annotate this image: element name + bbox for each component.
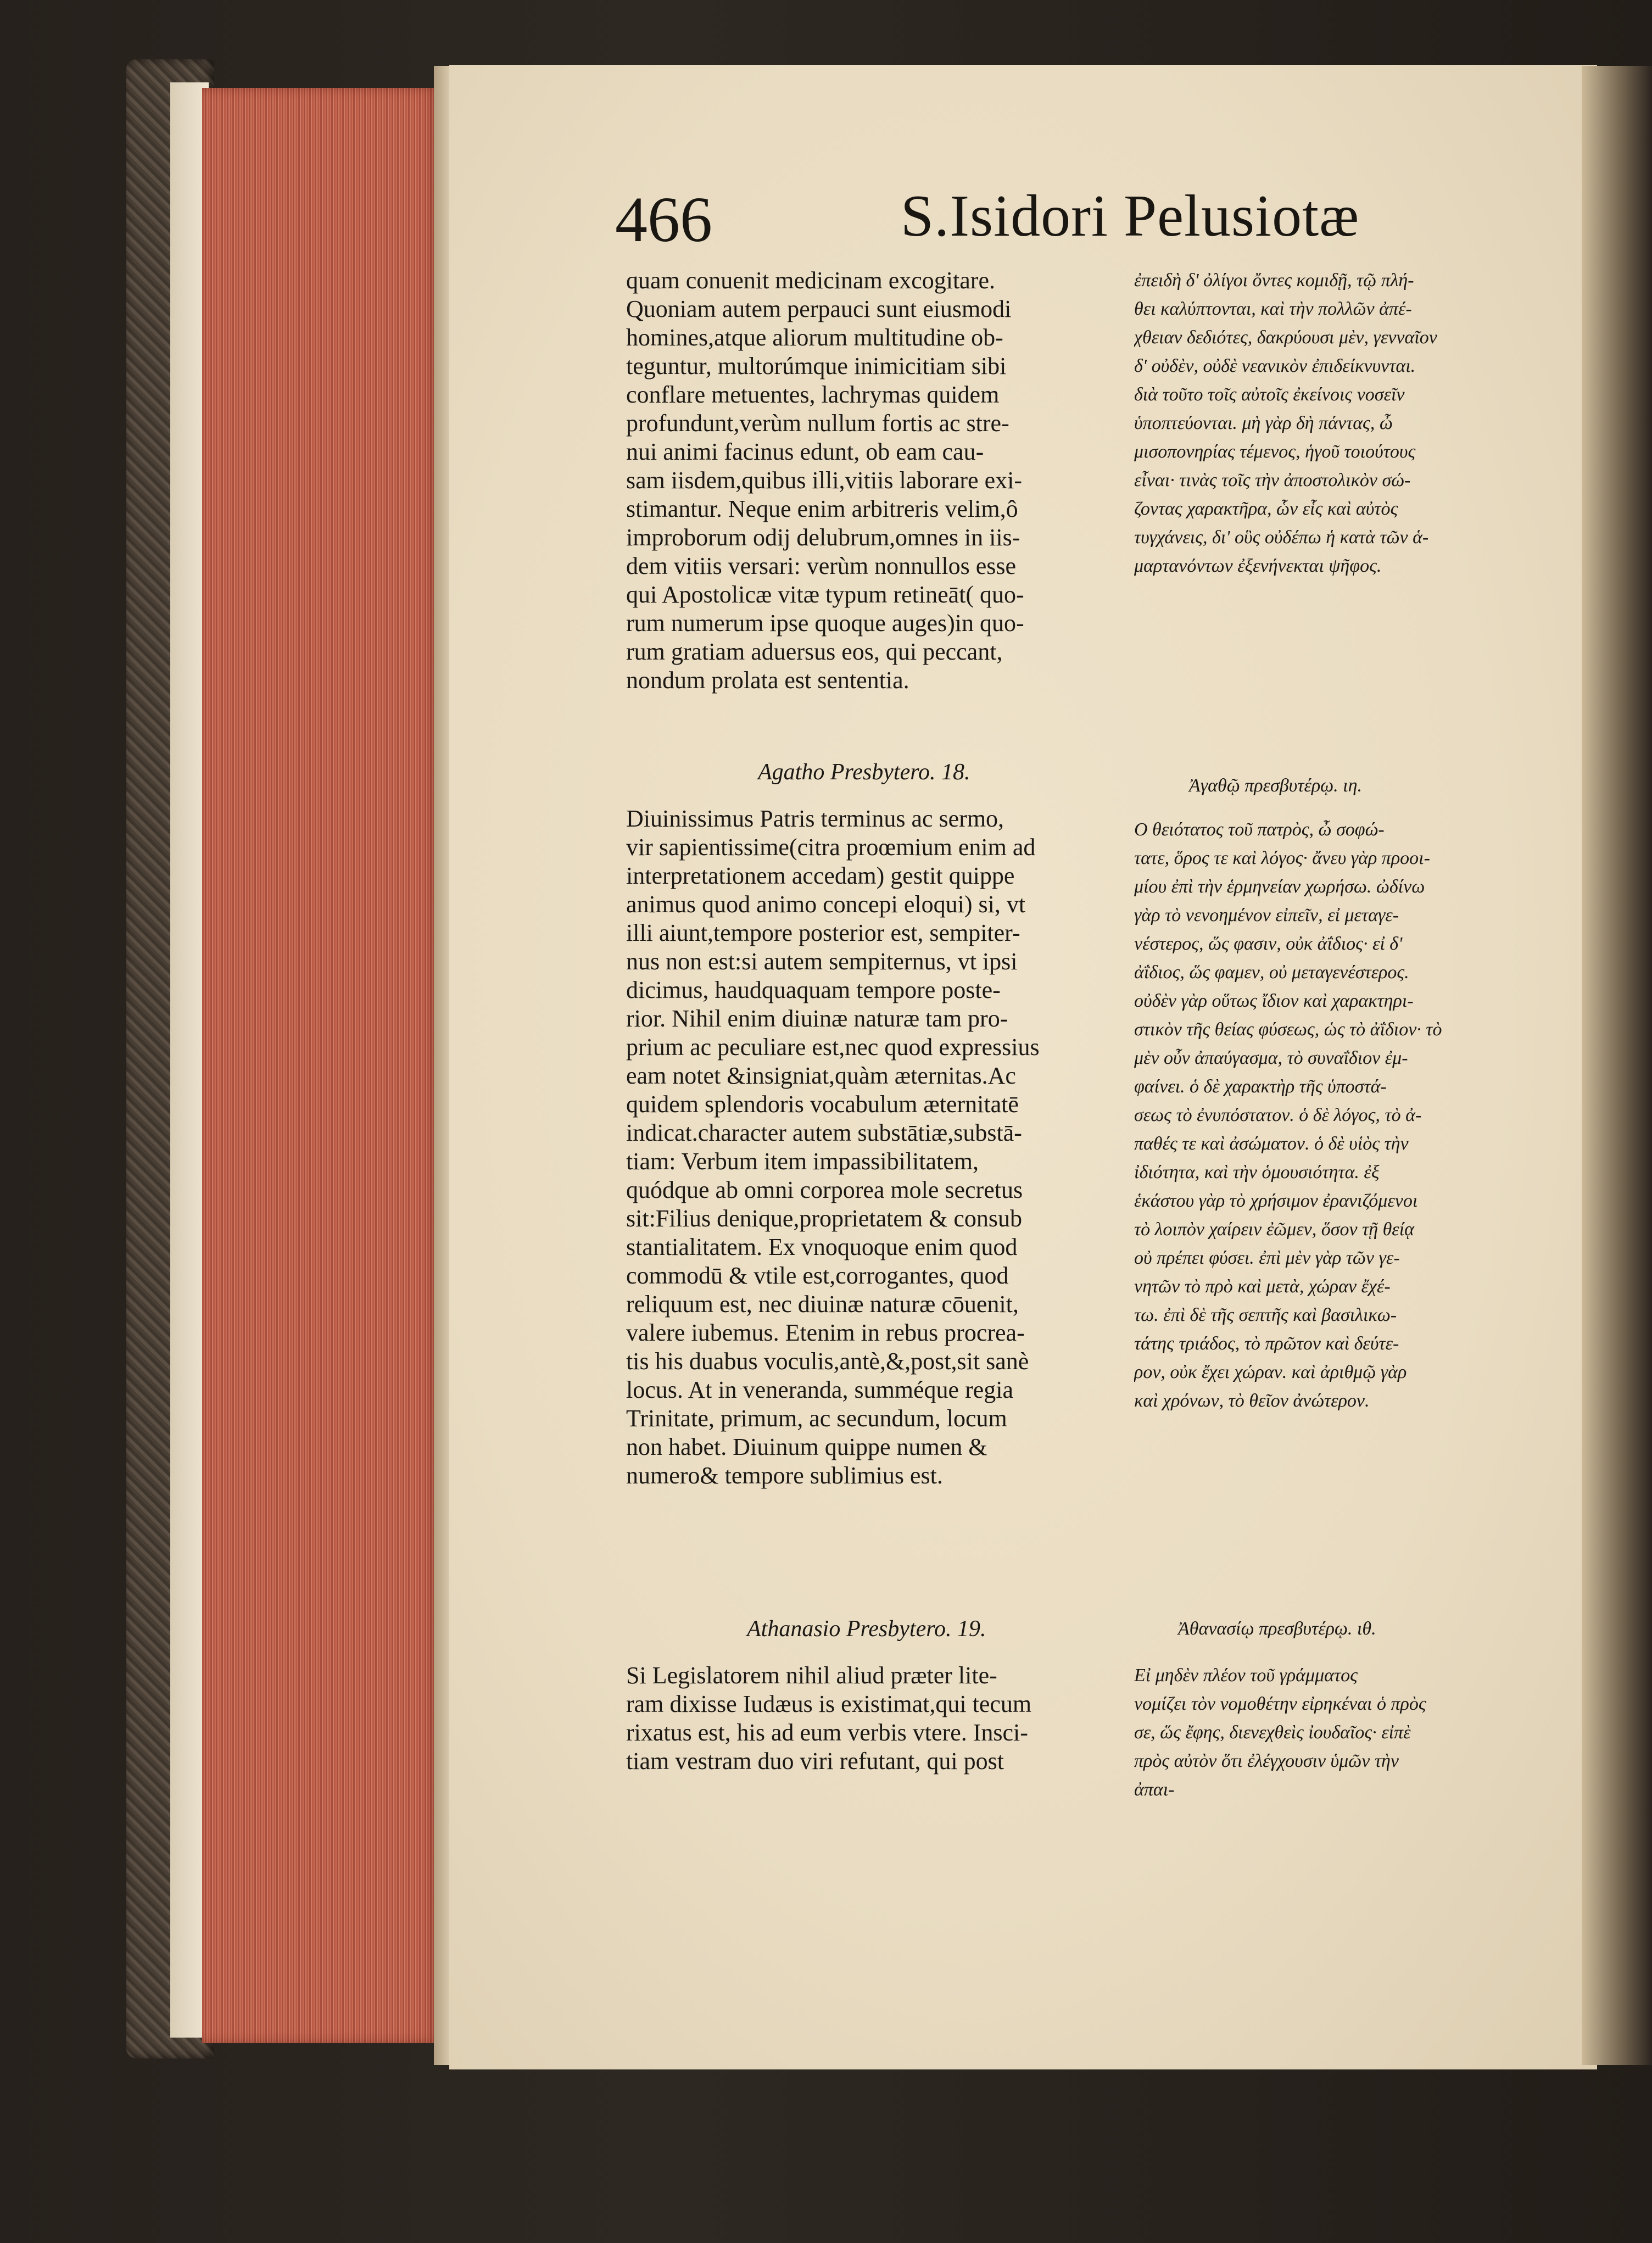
text-line: locus. At in veneranda, summéque regia bbox=[626, 1376, 1014, 1403]
text-line: rixatus est, his ad eum verbis vtere. Insci- bbox=[626, 1719, 1028, 1746]
text-line: Trinitate, primum, ac secundum, locum bbox=[626, 1405, 1007, 1432]
greek-paragraph-3 bbox=[1134, 1661, 1532, 1804]
text-line: stantialitatem. Ex vnoquoque enim quod bbox=[626, 1234, 1018, 1260]
text-line: οὐδὲν γὰρ οὕτως ἴδιον καὶ χαρακτηρι- bbox=[1134, 991, 1414, 1011]
text-line: Ο θειότατος τοῦ πατρὸς, ὦ σοφώ- bbox=[1134, 819, 1385, 840]
text-line: eam notet &insigniat,quàm æternitas.Ac bbox=[626, 1062, 1016, 1089]
text-line: rum gratiam aduersus eos, qui peccant, bbox=[626, 638, 1003, 665]
text-line: τάτης τριάδος, τὸ πρῶτον καὶ δεύτε- bbox=[1134, 1333, 1399, 1354]
text-line: dicimus, haudquaquam tempore poste- bbox=[626, 977, 1001, 1003]
text-line: improborum odij delubrum,omnes in iis- bbox=[626, 524, 1020, 551]
text-line: ζοντας χαρακτῆρα, ὧν εἷς καὶ αὐτὸς bbox=[1134, 499, 1398, 519]
text-line: χθειαν δεδιότες, δακρύουσι μὲν, γενναῖον bbox=[1134, 327, 1437, 348]
text-line: rum numerum ipse quoque auges)in quo- bbox=[626, 610, 1024, 637]
text-line: ἀπαι- bbox=[1134, 1779, 1175, 1800]
text-line: ἰδιότητα, καὶ τὴν ὁμουσιότητα. ἐξ bbox=[1134, 1162, 1380, 1182]
text-line: qui Apostolicæ vitæ typum retineāt( quo- bbox=[626, 581, 1024, 608]
text-line: δ' οὐδὲν, οὐδὲ νεανικὸν ἐπιδείκνυνται. bbox=[1134, 356, 1416, 376]
text-line: νητῶν τὸ πρὸ καὶ μετὰ, χώραν ἔχέ- bbox=[1134, 1276, 1391, 1297]
greek-paragraph-1 bbox=[1134, 266, 1532, 581]
text-line: στικὸν τῆς θείας φύσεως, ὡς τὸ ἀΐδιον· τὸ bbox=[1134, 1019, 1442, 1040]
text-line: ἑκάστου γὰρ τὸ χρήσιμον ἐρανιζόμενοι bbox=[1134, 1191, 1418, 1211]
text-line: illi aiunt,tempore posterior est, sempiter- bbox=[626, 919, 1020, 946]
greek-heading-athanasio: Ἀθανασίῳ πρεσβυτέρῳ. ιθ. bbox=[1178, 1619, 1376, 1639]
latin-heading-athanasio: Athanasio Presbytero. 19. bbox=[747, 1616, 986, 1642]
greek-paragraph-2 bbox=[1134, 816, 1532, 1415]
latin-paragraph-2 bbox=[626, 805, 1112, 1490]
text-line: Si Legislatorem nihil aliud præter lite- bbox=[626, 1662, 997, 1689]
text-line: σε, ὥς ἔφης, διενεχθεὶς ἰουδαῖος· εἰπὲ bbox=[1134, 1722, 1411, 1743]
text-line: ρον, οὐκ ἔχει χώραν. καὶ ἀριθμῷ γὰρ bbox=[1134, 1362, 1407, 1382]
text-line: θει καλύπτονται, καὶ τὴν πολλῶν ἀπέ- bbox=[1134, 299, 1412, 319]
text-line: tis his duabus voculis,antè,&,post,sit sanè bbox=[626, 1348, 1029, 1375]
text-line: νομίζει τὸν νομοθέτην εἰρηκέναι ὁ πρὸς bbox=[1134, 1694, 1426, 1714]
text-line: Εἰ μηδὲν πλέον τοῦ γράμματος bbox=[1134, 1665, 1358, 1686]
text-line: teguntur, multorúmque inimicitiam sibi bbox=[626, 353, 1007, 380]
page-shadow bbox=[1582, 66, 1652, 2065]
text-line: rior. Nihil enim diuinæ naturæ tam pro- bbox=[626, 1005, 1008, 1032]
latin-paragraph-3 bbox=[626, 1661, 1112, 1776]
text-line: πρὸς αὐτὸν ὅτι ἐλέγχουσιν ὑμῶν τὴν bbox=[1134, 1751, 1399, 1771]
text-line: παθές τε καὶ ἀσώματον. ὁ δὲ υἱὸς τὴν bbox=[1134, 1134, 1409, 1154]
latin-heading-agatho: Agatho Presbytero. 18. bbox=[758, 760, 970, 785]
text-line: μίου ἐπὶ τὴν ἑρμηνείαν χωρήσω. ὠδίνω bbox=[1134, 877, 1425, 897]
text-line: quidem splendoris vocabulum æternitatē bbox=[626, 1091, 1019, 1118]
text-line: valere iubemus. Etenim in rebus procrea- bbox=[626, 1319, 1025, 1346]
text-line: Diuinissimus Patris terminus ac sermo, bbox=[626, 805, 1004, 832]
text-line: tiam: Verbum item impassibilitatem, bbox=[626, 1148, 979, 1175]
text-line: indicat.character autem substātiæ,substā- bbox=[626, 1119, 1022, 1146]
text-line: vir sapientissime(citra proœmium enim ad bbox=[626, 834, 1036, 861]
text-line: nondum prolata est sententia. bbox=[626, 667, 909, 694]
text-line: οὐ πρέπει φύσει. ἐπὶ μὲν γὰρ τῶν γε- bbox=[1134, 1248, 1400, 1268]
text-line: commodū & vtile est,corrogantes, quod bbox=[626, 1262, 1009, 1289]
text-line: μὲν οὖν ἀπαύγασμα, τὸ συναΐδιον ἐμ- bbox=[1134, 1048, 1408, 1068]
text-line: nui animi facinus edunt, ob eam cau- bbox=[626, 438, 984, 465]
text-line: tiam vestram duo viri refutant, qui post bbox=[626, 1748, 1004, 1775]
page-number: 466 bbox=[615, 183, 712, 255]
text-line: stimantur. Neque enim arbitreris velim,ô bbox=[626, 495, 1018, 522]
text-line: γὰρ τὸ νενοημένον εἰπεῖν, εἰ μεταγε- bbox=[1134, 905, 1399, 925]
text-line: τυγχάνεις, δι' οὓς οὐδέπω ἡ κατὰ τῶν ἁ- bbox=[1134, 527, 1429, 548]
text-line: reliquum est, nec diuinæ naturæ cōuenit, bbox=[626, 1291, 1019, 1318]
text-line: non habet. Diuinum quippe numen & bbox=[626, 1433, 987, 1460]
text-line: Quoniam autem perpauci sunt eiusmodi bbox=[626, 295, 1012, 322]
text-line: numero& tempore sublimius est. bbox=[626, 1462, 943, 1489]
greek-heading-agatho: Ἀγαθῷ πρεσβυτέρῳ. ιη. bbox=[1189, 775, 1362, 796]
text-line: nus non est:si autem sempiternus, vt ipsi bbox=[626, 948, 1018, 975]
latin-paragraph-1 bbox=[626, 266, 1112, 695]
text-line: ὑποπτεύονται. μὴ γὰρ δὴ πάντας, ὦ bbox=[1134, 413, 1393, 433]
text-line: εἶναι· τινὰς τοῖς τὴν ἀποστολικὸν σώ- bbox=[1134, 470, 1411, 490]
text-line: διὰ τοῦτο τοῖς αὐτοῖς ἐκείνοις νοσεῖν bbox=[1134, 384, 1405, 405]
text-line: homines,atque aliorum multitudine ob- bbox=[626, 324, 1003, 351]
text-line: quódque ab omni corporea mole secretus bbox=[626, 1176, 1023, 1203]
running-title: S.Isidori Pelusiotæ bbox=[901, 183, 1360, 249]
text-line: interpretationem accedam) gestit quippe bbox=[626, 862, 1015, 889]
text-line: σεως τὸ ἐνυπόστατον. ὁ δὲ λόγος, τὸ ἀ- bbox=[1134, 1105, 1422, 1125]
text-line: καὶ χρόνων, τὸ θεῖον ἀνώτερον. bbox=[1134, 1391, 1370, 1411]
text-line: conflare metuentes, lachrymas quidem bbox=[626, 381, 1000, 408]
text-line: τω. ἐπὶ δὲ τῆς σεπτῆς καὶ βασιλικω- bbox=[1134, 1305, 1397, 1325]
text-line: μαρτανόντων ἐξενήνεκται ψῆφος. bbox=[1134, 556, 1382, 576]
text-line: prium ac peculiare est,nec quod expressius bbox=[626, 1034, 1040, 1061]
text-line: μισοπονηρίας τέμενος, ἡγοῦ τοιούτους bbox=[1134, 442, 1416, 462]
text-line: φαίνει. ὁ δὲ χαρακτὴρ τῆς ὑποστά- bbox=[1134, 1076, 1387, 1097]
text-line: sam iisdem,quibus illi,vitiis laborare exi- bbox=[626, 467, 1022, 494]
text-line: animus quod animo concepi eloqui) si, vt bbox=[626, 891, 1026, 918]
text-line: sit:Filius denique,proprietatem & consub bbox=[626, 1205, 1023, 1232]
text-line: τατε, ὅρος τε καὶ λόγος· ἄνευ γὰρ προοι- bbox=[1134, 848, 1430, 868]
text-line: profundunt,verùm nullum fortis ac stre- bbox=[626, 410, 1009, 437]
text-line: ram dixisse Iudæus is existimat,qui tecum bbox=[626, 1690, 1032, 1717]
text-line: ἐπειδὴ δ' ὀλίγοι ὄντες κομιδῇ, τῷ πλή- bbox=[1134, 270, 1414, 291]
text-line: νέστερος, ὥς φασιν, οὐκ ἀΐδιος· εἰ δ' bbox=[1134, 934, 1403, 954]
text-line: dem vitiis versari: verùm nonnullos esse bbox=[626, 553, 1016, 579]
page-header bbox=[615, 182, 1362, 270]
text-line: quam conuenit medicinam excogitare. bbox=[626, 267, 995, 294]
red-page-edges bbox=[202, 88, 438, 2043]
text-line: ἀΐδιος, ὥς φαμεν, οὐ μεταγενέστερος. bbox=[1134, 962, 1409, 983]
text-line: τὸ λοιπὸν χαίρειν ἐῶμεν, ὅσον τῇ θείᾳ bbox=[1134, 1219, 1414, 1240]
